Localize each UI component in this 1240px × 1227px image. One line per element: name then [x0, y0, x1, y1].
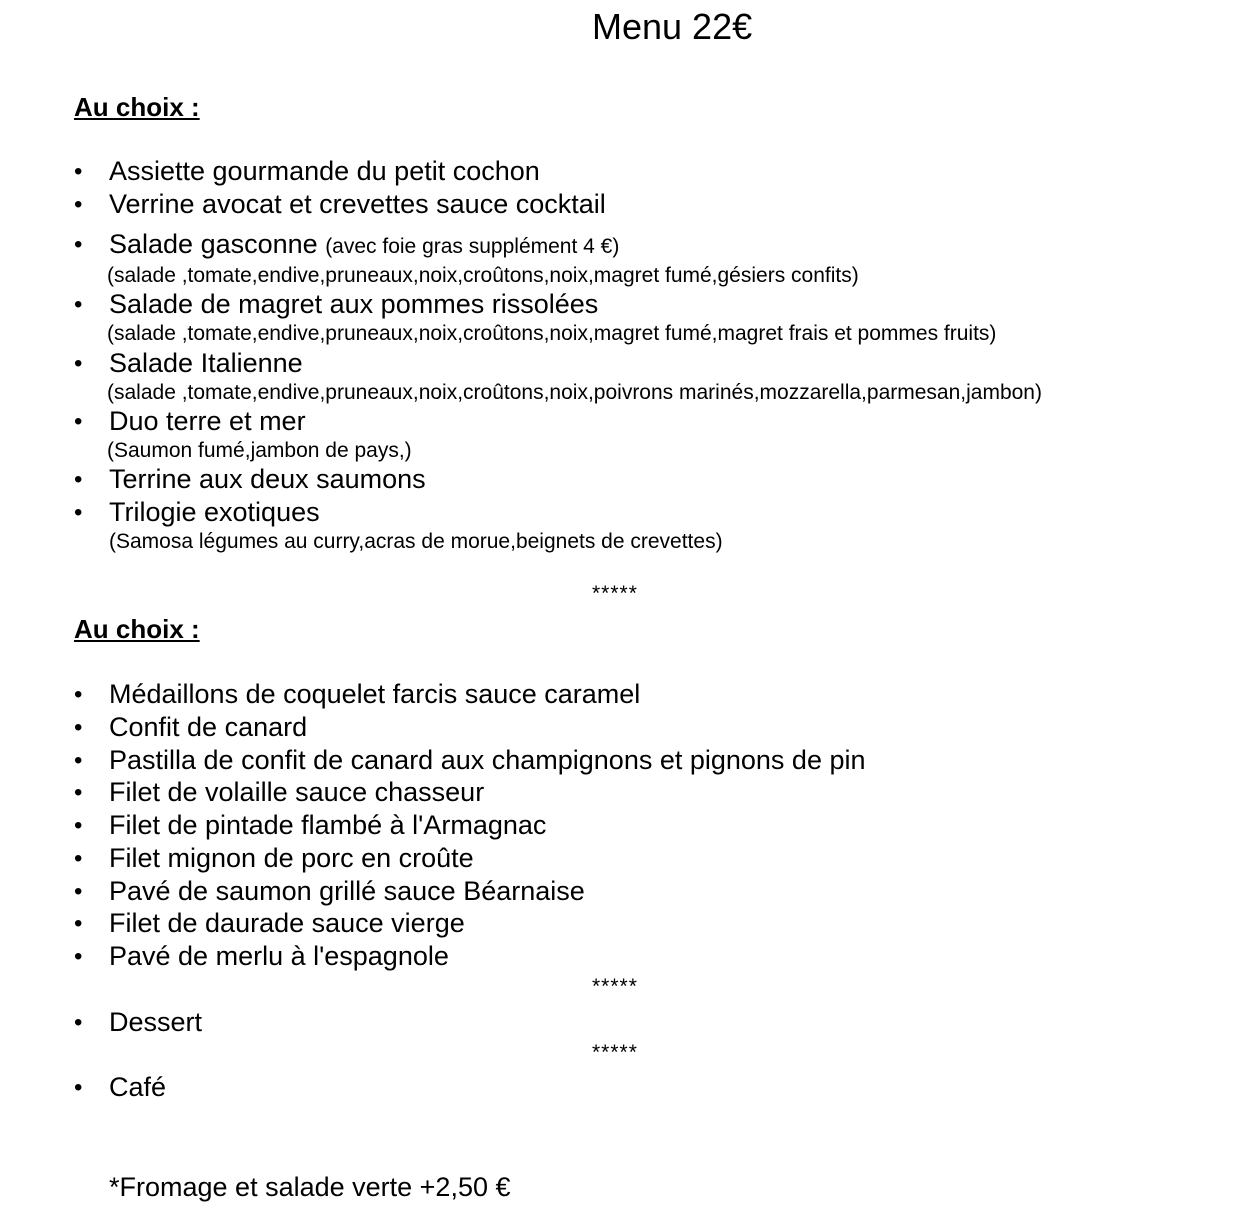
bullet-icon: •	[74, 714, 83, 741]
starter-item: Trilogie exotiques	[109, 497, 320, 527]
separator: *****	[592, 1041, 638, 1064]
bullet-icon: •	[74, 747, 83, 774]
starter-item-detail: (Saumon fumé,jambon de pays,)	[107, 439, 412, 462]
footnote: *Fromage et salade verte +2,50 €	[109, 1172, 511, 1202]
bullet-icon: •	[74, 191, 83, 218]
starter-item: Salade de magret aux pommes rissolées	[109, 289, 599, 319]
main-item: Confit de canard	[109, 712, 308, 742]
starter-item: Assiette gourmande du petit cochon	[109, 156, 540, 186]
bullet-icon: •	[74, 1074, 83, 1101]
main-item: Filet de daurade sauce vierge	[109, 908, 465, 938]
starter-item-detail: (salade ,tomate,endive,pruneaux,noix,croûtons,noix,poivrons marinés,mozzarella,parmesan,jambon)	[107, 381, 1042, 404]
dessert-item: Dessert	[109, 1007, 203, 1037]
starter-item: Verrine avocat et crevettes sauce cocktail	[109, 189, 606, 219]
bullet-icon: •	[74, 812, 83, 839]
main-item: Filet mignon de porc en croûte	[109, 843, 474, 873]
bullet-icon: •	[74, 681, 83, 708]
separator: *****	[592, 975, 638, 998]
bullet-icon: •	[74, 845, 83, 872]
bullet-icon: •	[74, 231, 83, 258]
separator: *****	[592, 582, 638, 605]
starter-item: Duo terre et mer	[109, 406, 306, 436]
bullet-icon: •	[74, 1009, 83, 1036]
starter-item-detail: (Samosa légumes au curry,acras de morue,beignets de crevettes)	[109, 530, 723, 553]
starters-heading: Au choix :	[74, 92, 200, 122]
bullet-icon: •	[74, 943, 83, 970]
menu-title: Menu 22€	[592, 6, 753, 47]
starter-item: Salade Italienne	[109, 348, 303, 378]
bullet-icon: •	[74, 408, 83, 435]
bullet-icon: •	[74, 350, 83, 377]
starter-item-detail: (salade ,tomate,endive,pruneaux,noix,croûtons,noix,magret fumé,gésiers confits)	[107, 264, 859, 287]
main-item: Pavé de saumon grillé sauce Béarnaise	[109, 876, 585, 906]
bullet-icon: •	[74, 158, 83, 185]
main-item: Pastilla de confit de canard aux champignons et pignons de pin	[109, 745, 866, 775]
bullet-icon: •	[74, 910, 83, 937]
bullet-icon: •	[74, 291, 83, 318]
starter-item-name: Salade gasconne	[109, 229, 318, 259]
main-item: Filet de pintade flambé à l'Armagnac	[109, 810, 547, 840]
starter-item: Terrine aux deux saumons	[109, 464, 426, 494]
bullet-icon: •	[74, 779, 83, 806]
bullet-icon: •	[74, 499, 83, 526]
main-item: Pavé de merlu à l'espagnole	[109, 941, 449, 971]
bullet-icon: •	[74, 878, 83, 905]
starter-item-detail: (salade ,tomate,endive,pruneaux,noix,croûtons,noix,magret fumé,magret frais et pommes fruits)	[107, 322, 997, 345]
main-item: Médaillons de coquelet farcis sauce caramel	[109, 679, 641, 709]
mains-heading: Au choix :	[74, 614, 200, 644]
starter-item-note: (avec foie gras supplément 4 €)	[325, 235, 620, 258]
starter-item	[109, 229, 619, 260]
bullet-icon: •	[74, 466, 83, 493]
coffee-item: Café	[109, 1072, 167, 1102]
main-item: Filet de volaille sauce chasseur	[109, 777, 485, 807]
